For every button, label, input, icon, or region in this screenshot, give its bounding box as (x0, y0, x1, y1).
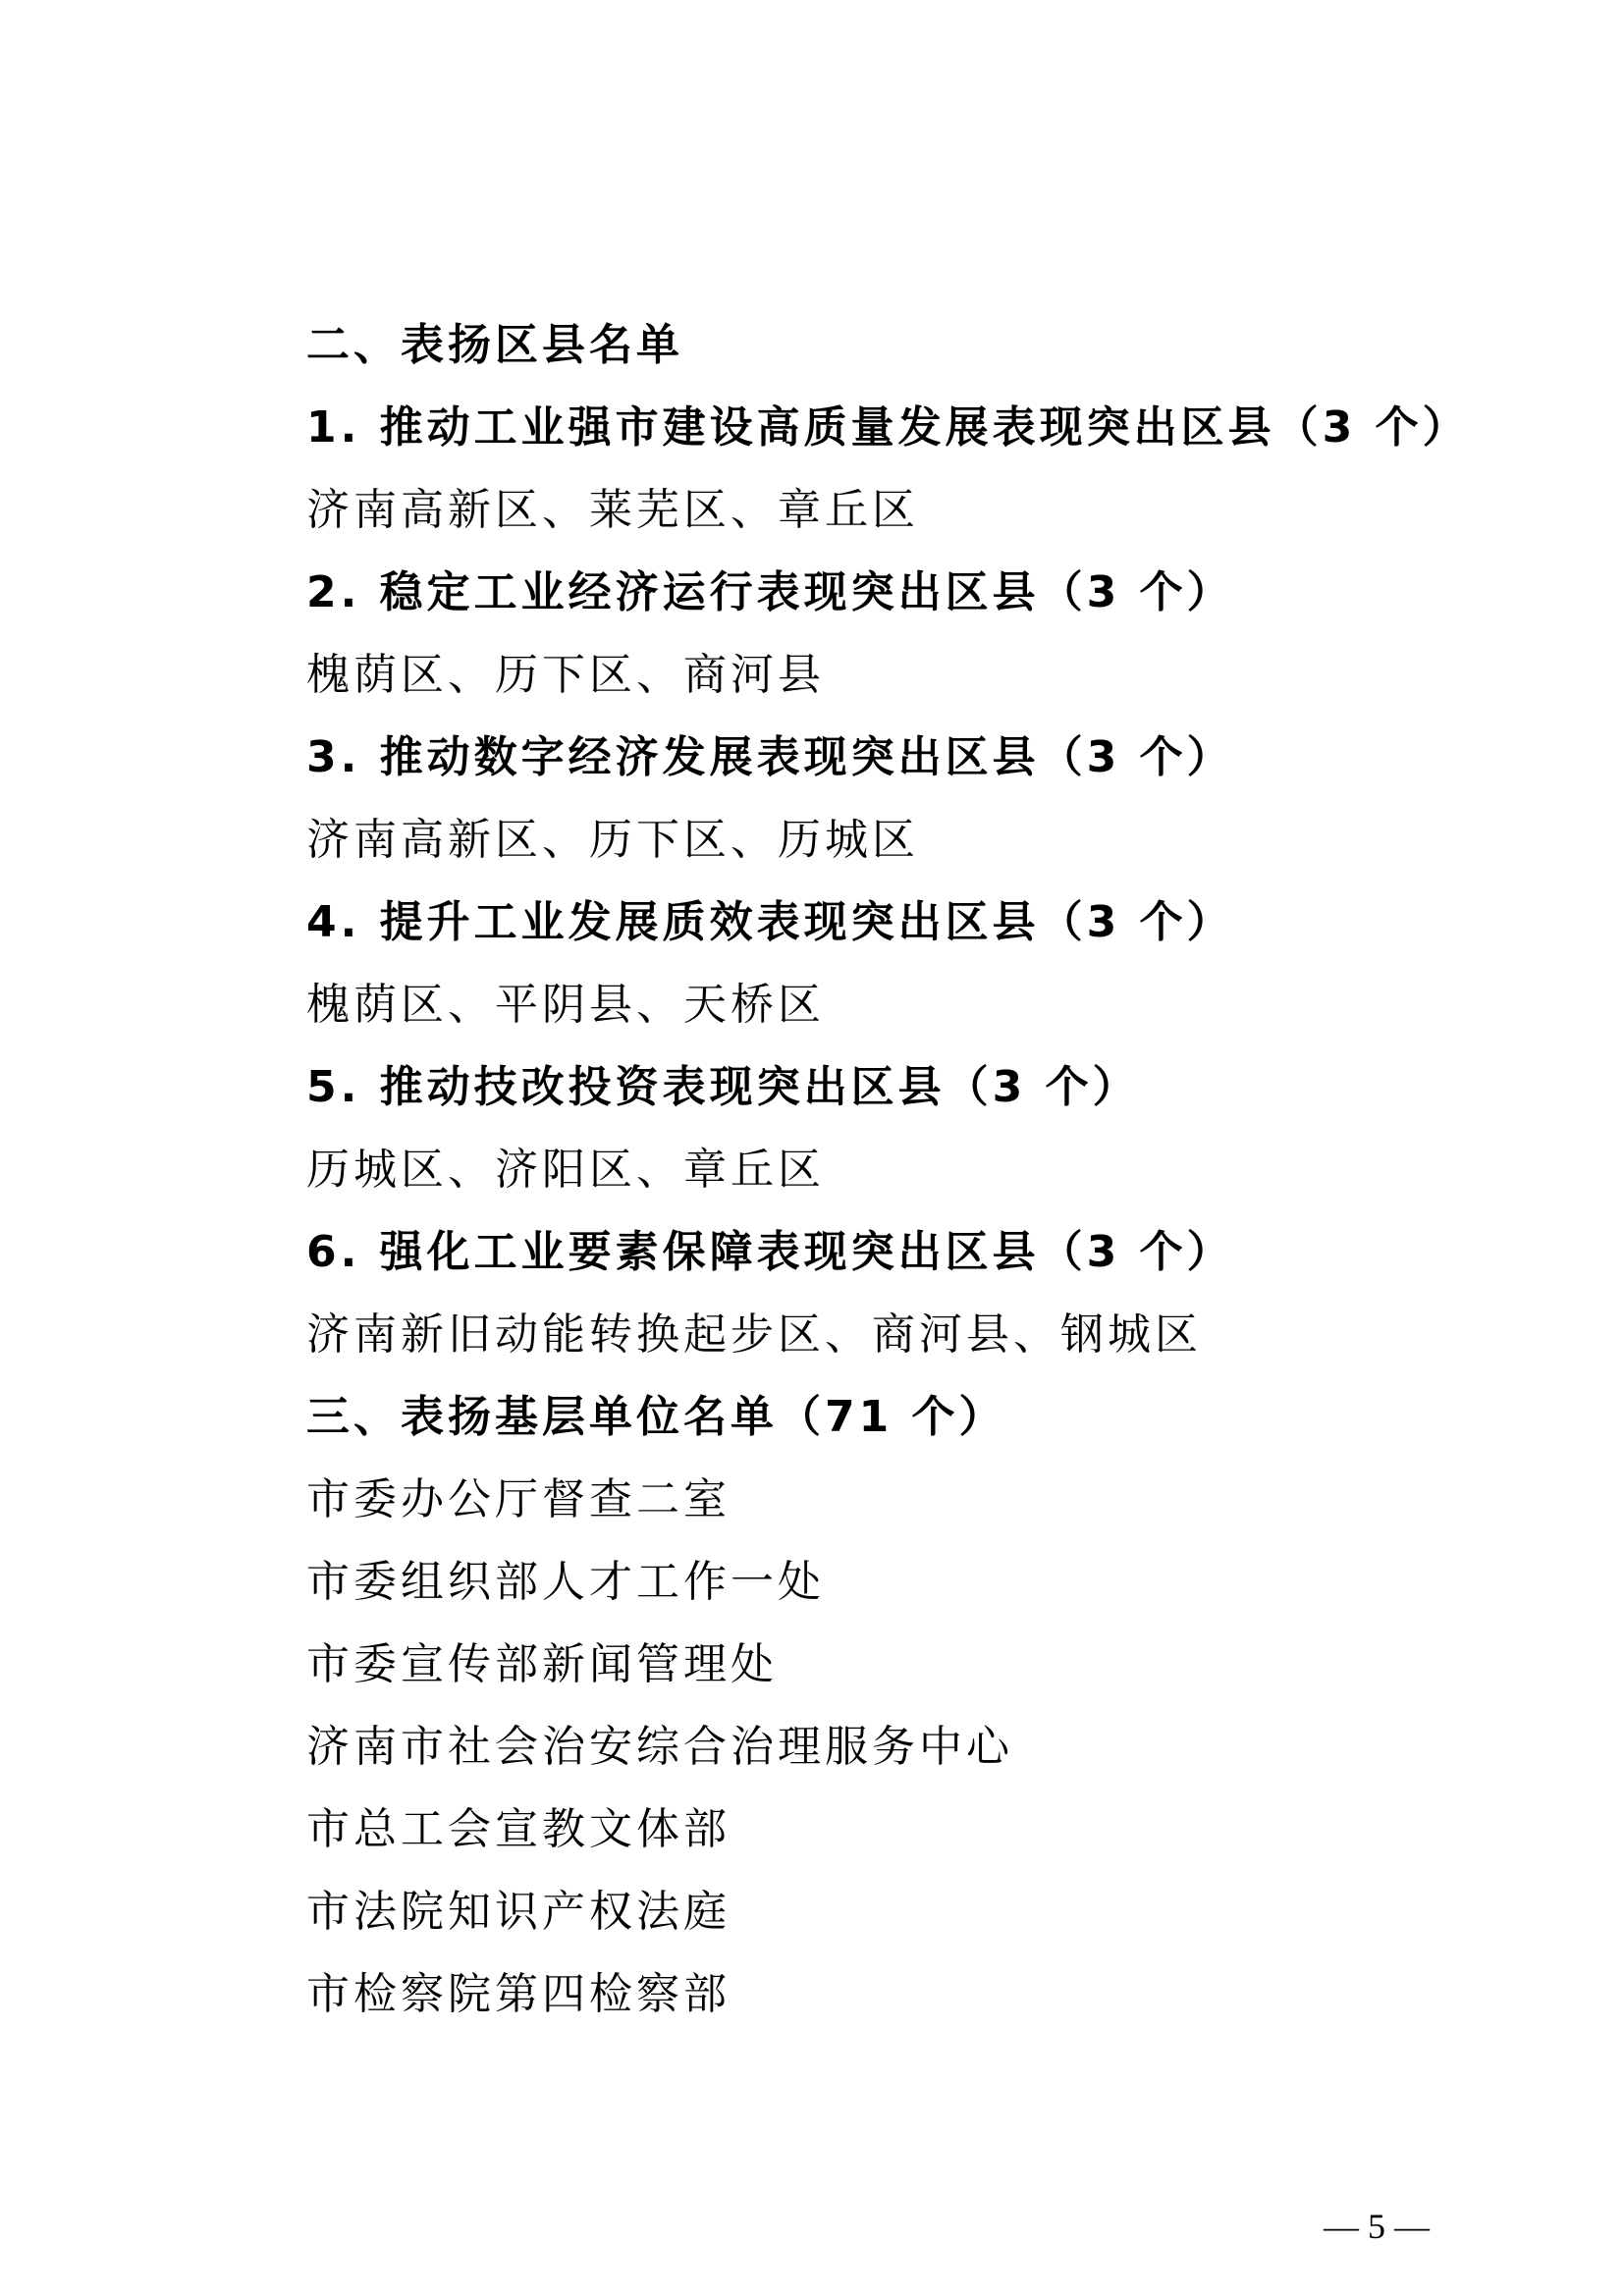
document-body (306, 304, 1470, 2036)
category-4-members: 槐荫区、平阴县、天桥区 (306, 980, 825, 1030)
category-5-title: 5. 推动技改投资表现突出区县（3 个） (306, 1062, 1140, 1112)
unit-list-item: 市委组织部人才工作一处 (306, 1557, 825, 1607)
category-1-title: 1. 推动工业强市建设高质量发展表现突出区县（3 个） (306, 402, 1470, 453)
unit-list-item: 市法院知识产权法庭 (306, 1887, 731, 1937)
page-number: — 5 — (1324, 2207, 1430, 2246)
unit-list-item: 市委办公厅督查二室 (306, 1474, 731, 1524)
category-6-members: 济南新旧动能转换起步区、商河县、钢城区 (306, 1309, 1202, 1360)
category-6-title: 6. 强化工业要素保障表现突出区县（3 个） (306, 1227, 1234, 1277)
section-3-title: 三、表扬基层单位名单（71 个） (306, 1392, 1006, 1442)
category-5-members: 历城区、济阳区、章丘区 (306, 1145, 825, 1195)
category-3-title: 3. 推动数字经济发展表现突出区县（3 个） (306, 732, 1234, 782)
category-4-title: 4. 提升工业发展质效表现突出区县（3 个） (306, 897, 1234, 947)
unit-list-item: 市总工会宣教文体部 (306, 1804, 731, 1854)
category-1-members: 济南高新区、莱芜区、章丘区 (306, 485, 919, 535)
category-3-members: 济南高新区、历下区、历城区 (306, 815, 919, 865)
unit-list-item: 市检察院第四检察部 (306, 1969, 731, 2019)
unit-list-item: 济南市社会治安综合治理服务中心 (306, 1722, 1013, 1772)
category-2-members: 槐荫区、历下区、商河县 (306, 650, 825, 700)
unit-list-item: 市委宣传部新闻管理处 (306, 1639, 778, 1689)
section-2-title: 二、表扬区县名单 (306, 320, 683, 370)
category-2-title: 2. 稳定工业经济运行表现突出区县（3 个） (306, 567, 1234, 617)
